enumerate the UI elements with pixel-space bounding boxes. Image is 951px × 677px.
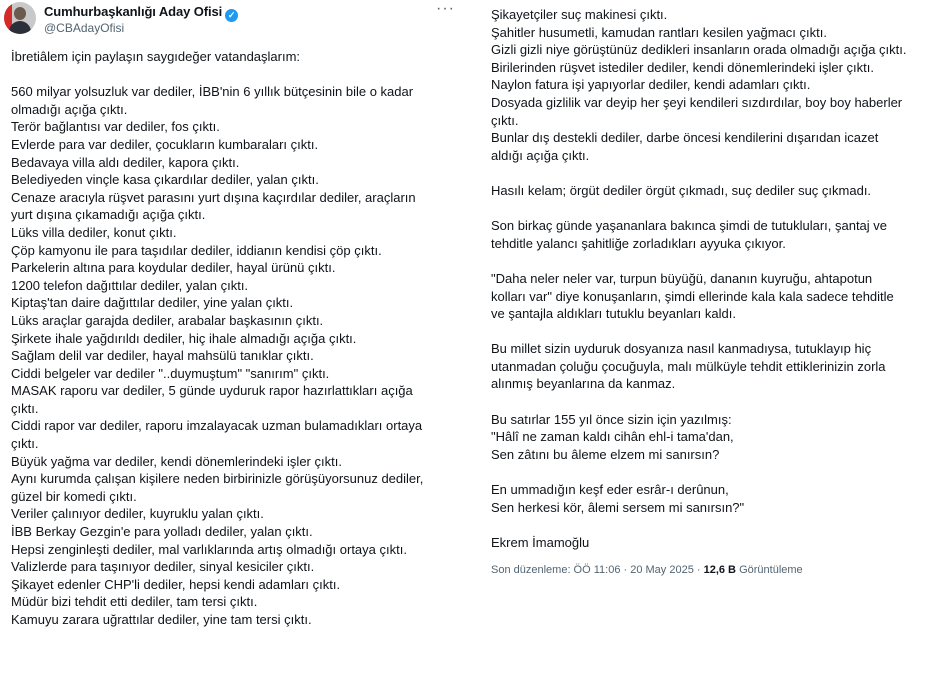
tweet-text-line: Bedavaya villa aldı dediler, kapora çıktı. [11,154,240,170]
tweet-text-line: Naylon fatura işi yapıyorlar dediler, kendi adamları çıktı. [491,77,811,93]
tweet-text-line: Dosyada gizlilik var deyip her şeyi kendileri sızdırdılar, boy boy haberler [491,94,903,110]
tweet-text-line: Ciddi belgeler var dediler "..duymuştum" "sanırım" çıktı. [11,365,330,381]
tweet-text-line: utanmadan çoluğu çocuğuyla, malı mülküyle tehdit ettiklerinizin zorla [491,358,886,374]
tweet-text-line: Ekrem İmamoğlu [491,534,590,550]
tweet-text-line: Hasılı kelam; örgüt dediler örgüt çıkmadı, suç dediler suç çıkmadı. [491,182,872,198]
paragraph-gap [491,200,937,218]
verified-badge-icon: ✓ [225,9,238,22]
tweet-text-line: çıktı. [11,400,39,416]
tweet-text-line: En ummadığın keşf eder esrâr-ı derûnun, [491,482,729,498]
tweet-left-column [0,0,470,629]
tweet-text-line: yurt dışına çıkamadığı açığa çıktı. [11,207,206,223]
tweet-text-line: Sen zâtını bu âleme elzem mi sanırsın? [491,446,720,462]
tweet-text-line: Hepsi zenginleşti dediler, mal varlıklarında artış olmadığı ortaya çıktı. [11,541,407,557]
tweet-text-line: Bu millet sizin uyduruk dosyanıza nasıl kanmadıysa, tutuklayıp hiç [491,341,872,357]
tweet-text-line: Lüks villa dediler, konut çıktı. [11,224,177,240]
tweet-text-line: Gizli gizli niye görüştünüz dedikleri insanların orada olmadığı açığa çıktı. [491,42,907,58]
tweet-meta [491,562,937,580]
tweet-text-line: "Hâlî ne zaman kaldı cihân ehl-i tama'dan, [491,429,734,445]
avatar-head [14,7,26,20]
tweet-text-line: Çöp kamyonu ile para taşıdılar dediler, iddianın kendisi çöp çıktı. [11,242,382,258]
tweet-text-line: Büyük yağma var dediler, kendi dönemlerindeki işler çıktı. [11,453,342,469]
tweet-text-line: Aynı kurumda çalışan kişilere neden birbirinizle görüşüyorsunuz dediler, [11,471,424,487]
tweet-header [0,0,470,40]
more-options-icon[interactable]: ··· [436,0,455,17]
tweet-text-line: 560 milyar yolsuzluk var dediler, İBB'nin 6 yıllık bütçesinin bile o kadar [11,84,414,100]
tweet-text-line: Belediyeden vinçle kasa çıkardılar dediler, yalan çıktı. [11,172,319,188]
tweet-text-line: Valizlerde para taşınıyor dediler, sinyal kesiciler çıktı. [11,559,315,575]
paragraph-gap [491,323,937,341]
tweet-text-line: güzel bir komedi çıktı. [11,488,137,504]
tweet-text-line: ve şantajla aldıkları tutuklu beyanları kaldı. [491,306,736,322]
tweet-text-line: Bu satırlar 155 yıl önce sizin için yazılmış: [491,411,732,427]
views-label: Görüntüleme [736,564,803,577]
tweet-text-line: Kamuyu zarara uğrattılar dediler, yine tam tersi çıktı. [11,612,312,627]
tweet-text-line: Kiptaş'tan daire dağıttılar dediler, yine yalan çıktı. [11,295,294,311]
tweet-text-line: "Daha neler neler var, turpun büyüğü, dananın kuyruğu, ahtapotun [491,270,873,286]
tweet-text-line: aldığı açığa çıktı. [491,147,590,163]
tweet-text-line: Evlerde para var dediler, çocukların kumbaraları çıktı. [11,136,319,152]
tweet-right-column [479,0,949,580]
avatar[interactable] [4,2,36,34]
tweet-text-line: Lüks araçlar garajda dediler, arabalar başkasının çıktı. [11,312,324,328]
avatar-body [9,21,31,34]
tweet-text-line: Parkelerin altına para koydular dediler, hayal ürünü çıktı. [11,260,336,276]
tweet-text-line: alınmış beyanlarına da kanmaz. [491,376,676,392]
tweet-text-line: İBB Berkay Gezgin'e para yolladı dediler, yalan çıktı. [11,524,313,540]
tweet-text-line: Son birkaç günde yaşananlara bakınca şimdi de tutukluları, şantaj ve [491,218,888,234]
tweet-text-line: olmadığı açığa çıktı. [11,101,128,117]
edited-timestamp[interactable]: Son düzenleme: ÖÖ 11:06 · 20 May 2025 · [491,564,704,577]
tweet-text-line: tehditle yalancı şahitliğe zorladıkları ayyuka çıkıyor. [491,235,786,251]
account-handle[interactable]: @CBAdayOfisi [44,21,125,35]
tweet-text-line: kolları var" diye konuşanların, şimdi ellerinde kala kala sadece tehditle [491,288,894,304]
tweet-text-line: Terör bağlantısı var dediler, fos çıktı. [11,119,220,135]
tweet-text-line: MASAK raporu var dediler, 5 günde uyduruk rapor hazırlattıkları açığa [11,383,413,399]
tweet-text-line: Sağlam delil var dediler, hayal mahsülü tanıklar çıktı. [11,348,314,364]
tweet-text-line: Sen herkesi kör, âlemi sersem mi sanırsın?" [491,499,745,515]
tweet-text-line: Şikayet edenler CHP'li dediler, hepsi kendi adamları çıktı. [11,576,341,592]
tweet-text-line: İbretiâlem için paylaşın saygıdeğer vatandaşlarım: [11,49,301,64]
tweet-text-line: Veriler çalınıyor dediler, kuyruklu yalan çıktı. [11,506,264,522]
views-count: 12,6 B [703,564,737,577]
tweet-text-line: Birilerinden rüşvet istediler dediler, kendi dönemlerindeki işler çıktı. [491,59,874,75]
tweet-text-line: Şahitler husumetli, kamudan rantları kesilen yağmacı çıktı. [491,24,827,40]
tweet-text-line: çıktı. [491,112,519,128]
account-name-text: Cumhurbaşkanlığı Aday Ofisi [44,4,223,19]
tweet-text-line: Cenaze aracıyla rüşvet parasını yurt dışına kaçırdılar dediler, araçların [11,189,416,205]
tweet-text-line: Bunlar dış destekli dediler, darbe öncesi kendilerini dışarıdan icazet [491,130,879,146]
tweet-text-line: Şirkete ihale yağdırıldı dediler, hiç ihale almadığı açığa çıktı. [11,330,357,346]
paragraph-gap [11,66,458,84]
paragraph-gap [491,164,937,182]
tweet-text-right [479,0,949,551]
paragraph-gap [491,393,937,411]
paragraph-gap [491,516,937,534]
paragraph-gap [491,463,937,481]
tweet-text-line: Şikayetçiler suç makinesi çıktı. [491,7,668,22]
tweet-text-line: Ciddi rapor var dediler, raporu imzalayacak uzman bulamadıkları ortaya [11,418,423,434]
tweet-text-line: Müdür bizi tehdit etti dediler, tam tersi çıktı. [11,594,258,610]
paragraph-gap [491,252,937,270]
tweet-text-line: çıktı. [11,436,39,452]
tweet-text-left [0,40,470,629]
tweet-text-line: 1200 telefon dağıttılar dediler, yalan çıktı. [11,277,249,293]
